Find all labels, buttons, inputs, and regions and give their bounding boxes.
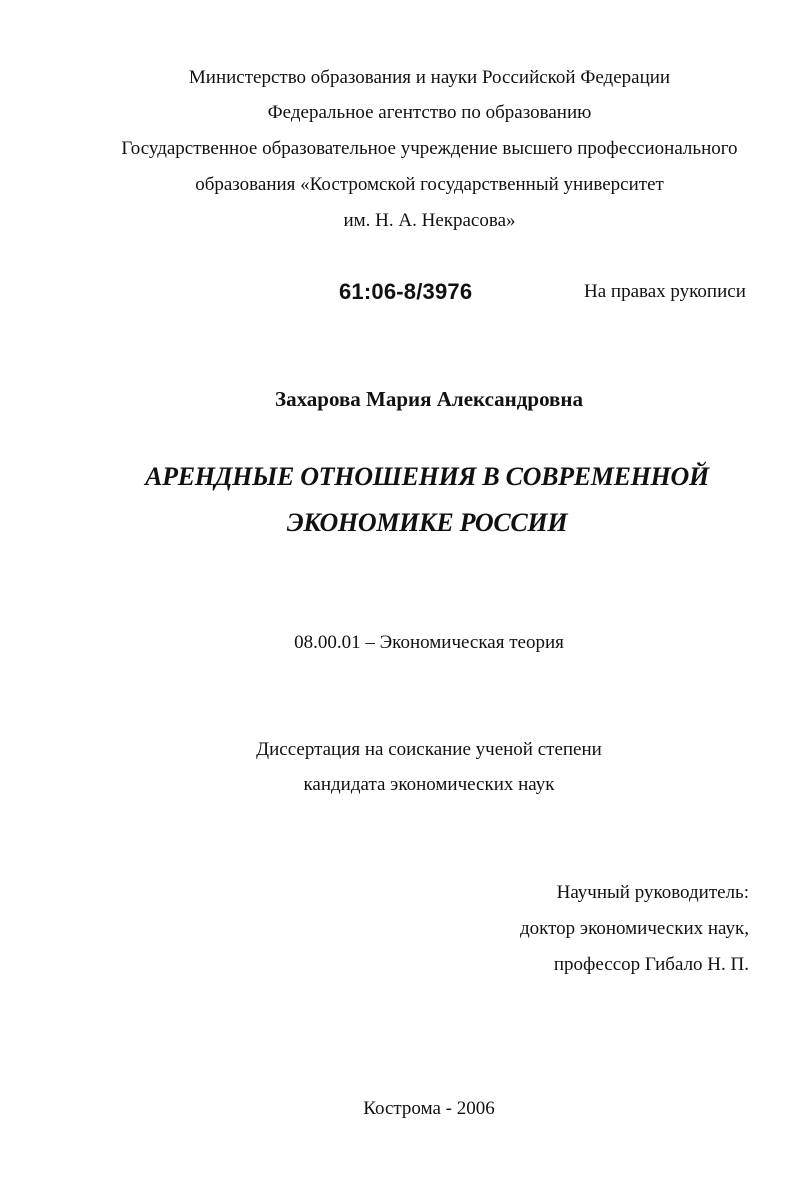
ministry-line: Министерство образования и науки Российской Федерации: [188, 67, 671, 88]
specialty-code: 08.00.01 – Экономическая теория: [294, 632, 564, 653]
degree-line-1: Диссертация на соискание ученой степени: [256, 739, 602, 760]
title-line-2: ЭКОНОМИКЕ РОССИИ: [286, 508, 568, 537]
institution-line-2: образования «Костромской государственный университет: [195, 174, 664, 195]
city-year: Кострома - 2006: [363, 1098, 495, 1119]
agency-line: Федеральное агентство по образованию: [267, 102, 592, 123]
title-line-1: АРЕНДНЫЕ ОТНОШЕНИЯ В СОВРЕМЕННОЙ: [145, 462, 709, 491]
advisor-degree: доктор экономических наук,: [519, 918, 749, 939]
advisor-name: профессор Гибало Н. П.: [553, 954, 749, 975]
author-name: Захарова Мария Александровна: [274, 387, 583, 411]
institution-line-3: им. Н. А. Некрасова»: [343, 210, 516, 231]
institution-line-1: Государственное образовательное учреждение высшего профессионального: [121, 138, 738, 159]
advisor-label: Научный руководитель:: [556, 882, 749, 903]
manuscript-note: На правах рукописи: [584, 281, 746, 302]
degree-line-2: кандидата экономических наук: [303, 774, 555, 795]
catalog-code: 61:06-8/3976: [339, 279, 473, 304]
